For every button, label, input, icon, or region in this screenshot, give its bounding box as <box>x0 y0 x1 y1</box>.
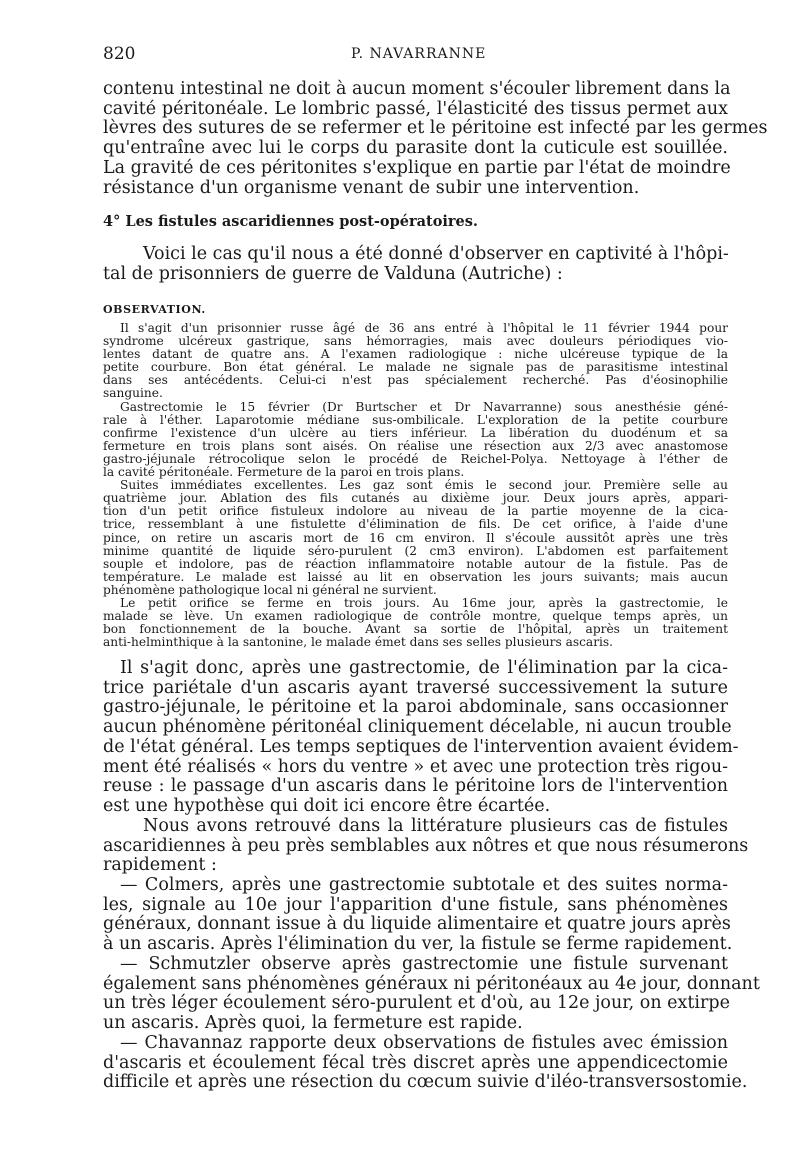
text-line: reuse : le passage d'un ascaris dans le péritoine lors de l'intervention <box>103 776 728 797</box>
observation-paragraph <box>103 322 728 401</box>
observation-paragraph <box>103 401 728 480</box>
text-line: quatrième jour. Ablation des fils cutanés au dixième jour. Deux jours après, appari- <box>103 491 728 506</box>
text-line: gastro-jéjunale, le péritoine et la paroi abdominale, sans occasionner <box>103 697 728 718</box>
text-line: trice pariétale d'un ascaris ayant traversé successivement la suture <box>103 677 728 698</box>
section-heading: 4° Les fistules ascaridiennes post-opératoires. <box>103 213 478 230</box>
text-line: minime quantité de liquide séro-purulent (2 cm3 environ). L'abdomen est parfaitement <box>103 543 728 558</box>
text-line: La gravité de ces péritonites s'explique en partie par l'état de moindre <box>103 157 731 178</box>
text-line: Gastrectomie le 15 février (Dr Burtscher et Dr Navarranne) sous anesthésie géné- <box>120 399 728 414</box>
text-line: dans ses antécédents. Celui-ci n'est pas spécialement recherché. Pas d'éosinophilie <box>103 373 728 388</box>
literature-paragraph <box>103 816 749 876</box>
text-line: rale à l'éther. Laparotomie médiane sus-ombilicale. L'exploration de la petite courbure <box>103 412 728 427</box>
text-line: d'ascaris et écoulement fécal très discret après une appendicectomie <box>103 1052 728 1073</box>
text-line: phénomène pathologique local ni général ne survient. <box>103 582 437 597</box>
text-line: souple et indolore, pas de réaction inflammatoire notable autour de la fistule. Pas de <box>103 556 728 571</box>
text-line: tal de prisonniers de guerre de Valduna (Autriche) : <box>103 263 563 284</box>
text-line: bon fonctionnement de la bouche. Avant sa sortie de l'hôpital, après un traitement <box>103 622 728 637</box>
text-line: lentes datant de quatre ans. A l'examen radiologique : niche ulcéreuse typique de la <box>103 347 728 362</box>
text-line: Le petit orifice se ferme en trois jours. Au 16me jour, après la gastrectomie, le <box>120 595 728 610</box>
text-line: difficile et après une résection du cœcum suivie d'iléo-transversostomie. <box>103 1072 748 1093</box>
observation-block <box>103 322 728 649</box>
text-line: qu'entraîne avec lui le corps du parasite dont la cuticule est souillée. <box>103 138 728 159</box>
text-line: syndrome ulcéreux gastrique, sans hémorragies, mais avec douleurs périodiques vio- <box>103 334 728 349</box>
text-line: fermeture en trois plans sont aisés. On réalise une résection aux 2/3 avec anastomose <box>103 438 728 453</box>
text-line: Nous avons retrouvé dans la littérature plusieurs cas de fistules <box>143 816 728 836</box>
page-header <box>103 44 748 66</box>
discussion-paragraph <box>103 658 739 817</box>
text-line: généraux, donnant issue à du liquide alimentaire et quatre jours après <box>103 914 731 935</box>
text-line: trice, ressemblant à une fistulette d'élimination de fils. De cet orifice, à l'aide d'une <box>103 517 728 532</box>
text-line: rapidement : <box>103 855 217 876</box>
case-chavannaz <box>103 1033 748 1093</box>
intro-paragraph <box>103 79 768 198</box>
text-line: pince, on retire un ascaris mort de 16 cm environ. Il s'écoule aussitôt après une très <box>103 530 728 545</box>
text-line: petite courbure. Bon état général. Le malade ne signale pas de parasitisme intestinal <box>103 360 728 375</box>
text-line: contenu intestinal ne doit à aucun moment s'écouler librement dans la <box>103 79 731 99</box>
text-line: Suites immédiates excellentes. Les gaz sont émis le second jour. Première selle au <box>120 478 728 493</box>
text-line: tion d'un petit orifice fistuleux indolore au niveau de la partie moyenne de la cica- <box>103 504 728 519</box>
page-number: 820 <box>103 44 136 64</box>
observation-paragraph <box>103 597 728 649</box>
text-line: Voici le cas qu'il nous a été donné d'observer en captivité à l'hôpi- <box>143 244 729 264</box>
text-line: les, signale au 10e jour l'apparition d'une fistule, sans phénomènes <box>103 894 728 915</box>
text-line: résistance d'un organisme venant de subir une intervention. <box>103 177 640 198</box>
case-intro-paragraph <box>103 245 728 284</box>
text-line: Il s'agit d'un prisonnier russe âgé de 36 ans entré à l'hôpital le 11 février 1944 pour <box>120 321 728 335</box>
text-line: confirme l'existence d'un ulcère au tiers inférieur. La libération du duodénum et sa <box>103 425 728 440</box>
text-line: — Chavannaz rapporte deux observations de fistules avec émission <box>120 1033 728 1053</box>
text-line: la cavité péritonéale. Fermeture de la paroi en trois plans. <box>103 465 465 480</box>
text-line: un très léger écoulement séro-purulent et d'où, au 12e jour, on extirpe <box>103 993 730 1014</box>
text-line: lèvres des sutures de se refermer et le péritoine est infecté par les germes <box>103 118 768 139</box>
text-line: — Colmers, après une gastrectomie subtotale et des suites norma- <box>120 875 728 895</box>
case-schmutzler <box>103 954 760 1034</box>
text-line: également sans phénomènes généraux ni péritonéaux au 4e jour, donnant <box>103 973 760 994</box>
text-line: gastro-jéjunale rétrocolique selon le procédé de Reichel-Polya. Nettoyage à l'éther de <box>103 451 728 466</box>
text-line: de l'état général. Les temps septiques de l'intervention avaient évidem- <box>103 736 739 757</box>
text-line: anti-helminthique à la santonine, le malade émet dans ses selles plusieurs ascaris. <box>103 635 614 650</box>
text-line: Il s'agit donc, après une gastrectomie, de l'élimination par la cica- <box>120 658 728 678</box>
case-colmers <box>103 875 733 955</box>
running-title: P. NAVARRANNE <box>351 46 487 62</box>
text-line: à un ascaris. Après l'élimination du ver, la fistule se ferme rapidement. <box>103 934 733 955</box>
text-line: est une hypothèse qui doit ici encore être écartée. <box>103 795 551 816</box>
text-line: — Schmutzler observe après gastrectomie une fistule survenant <box>120 954 728 974</box>
observation-paragraph <box>103 479 728 597</box>
text-line: malade se lève. Un examen radiologique de contrôle montre, quelque temps après, un <box>103 609 728 624</box>
text-line: cavité péritonéale. Le lombric passé, l'élasticité des tissus permet aux <box>103 98 728 119</box>
observation-label: OBSERVATION. <box>103 303 206 316</box>
text-line: ment été réalisés « hors du ventre » et avec une protection très rigou- <box>103 756 728 777</box>
text-line: température. Le malade est laissé au lit en observation les jours suivants; mais aucun <box>103 569 728 584</box>
text-line: ascaridiennes à peu près semblables aux nôtres et que nous résumerons <box>103 835 749 856</box>
text-line: un ascaris. Après quoi, la fermeture est rapide. <box>103 1013 523 1034</box>
text-line: aucun phénomène péritonéal cliniquement décelable, ni aucun trouble <box>103 717 732 738</box>
text-line: sanguine. <box>103 386 163 401</box>
